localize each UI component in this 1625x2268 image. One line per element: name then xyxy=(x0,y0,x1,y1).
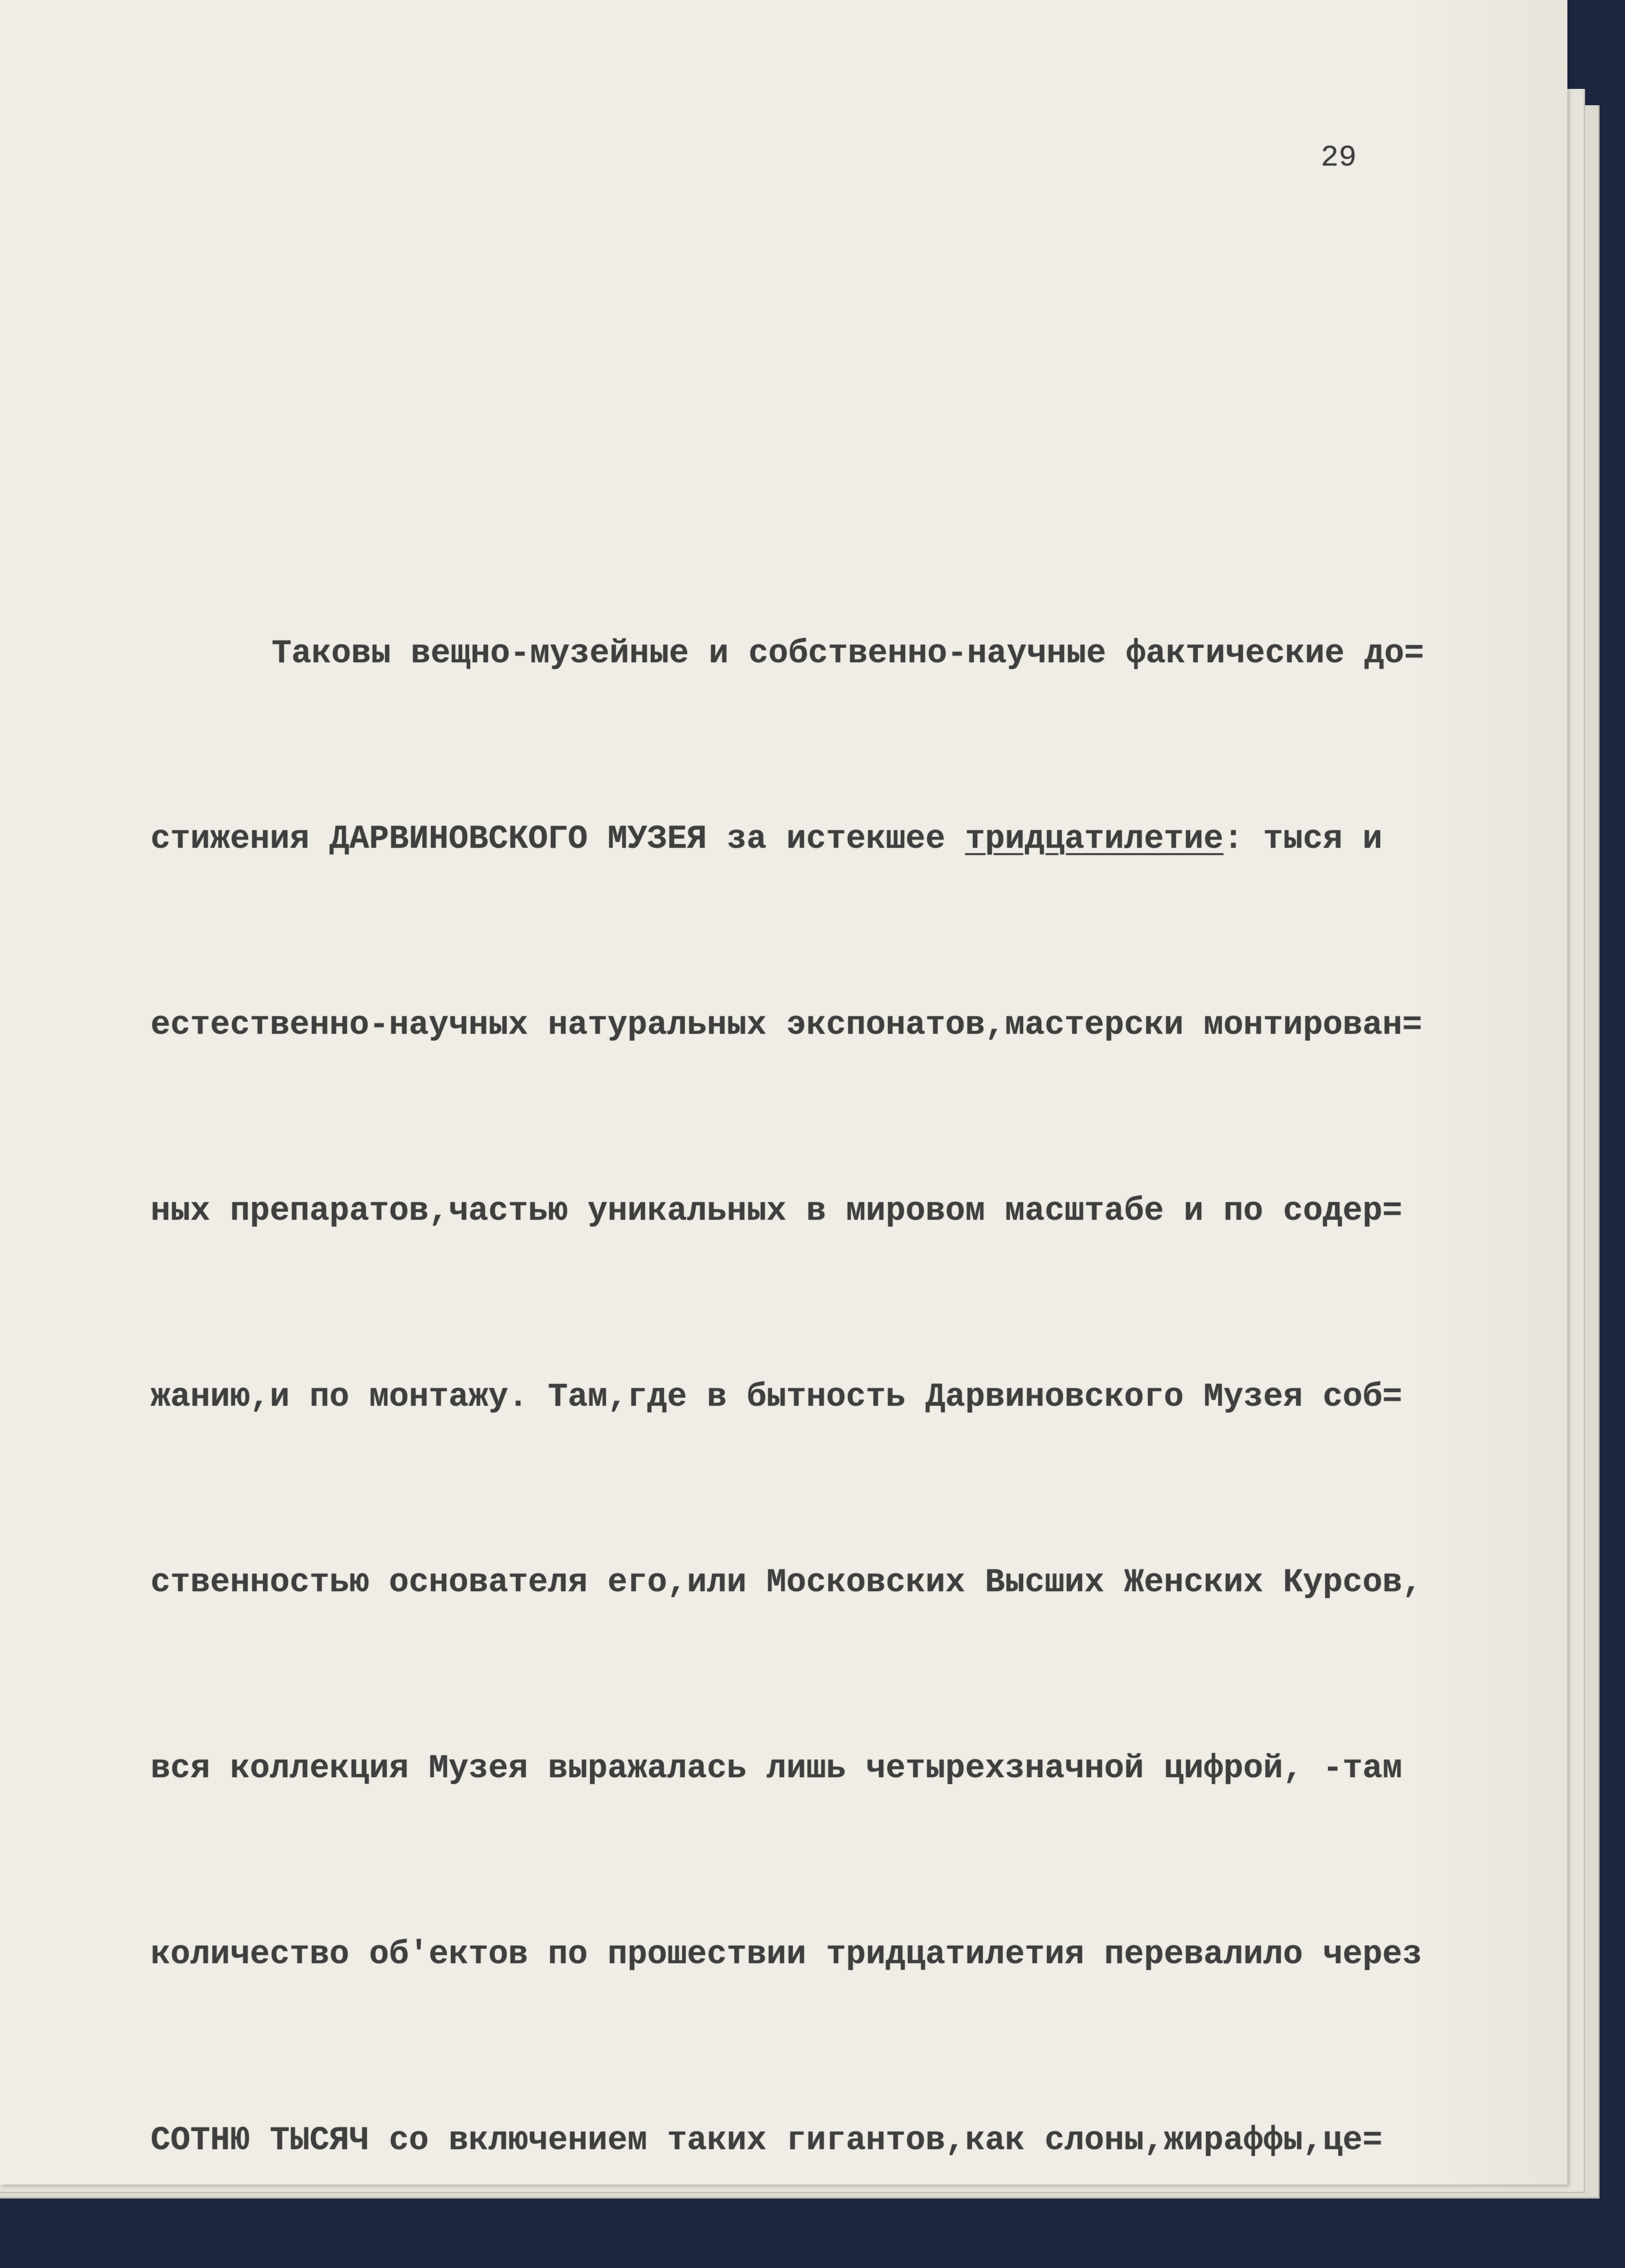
paragraph-1 xyxy=(151,499,1557,2268)
underlined-word: тридцатилетие xyxy=(965,820,1224,858)
text-line xyxy=(151,808,1557,870)
page-number: 29 xyxy=(1321,141,1357,175)
text-line: количество об'ектов по прошествии тридцатилетия перевалило через xyxy=(151,1936,1422,1974)
text-line: Таковы вещно-музейные и собственно-научные фактические до= xyxy=(272,634,1424,672)
text-line: ных препаратов,частью уникальных в мировом масштабе и по содер= xyxy=(151,1192,1402,1230)
text-line: ственностью основателя его,или Московских Высших Женских Курсов, xyxy=(151,1564,1422,1602)
text-segment: : тыся и xyxy=(1223,820,1383,858)
text-line: СОТНЮ ТЫСЯЧ со включением таких гигантов,как слоны,жираффы,це= xyxy=(151,2121,1383,2159)
text-line: жанию,и по монтажу. Там,где в бытность Дарвиновского Музея соб= xyxy=(151,1378,1402,1416)
text-line: вся коллекция Музея выражалась лишь четырехзначной цифрой, -там xyxy=(151,1750,1402,1788)
text-segment: стижения ДАРВИНОВСКОГО МУЗЕЯ за истекшее xyxy=(151,820,966,858)
text-line: естественно-научных натуральных экспонатов,мастерски монтирован= xyxy=(151,1006,1422,1044)
typewritten-body xyxy=(151,251,1557,2268)
